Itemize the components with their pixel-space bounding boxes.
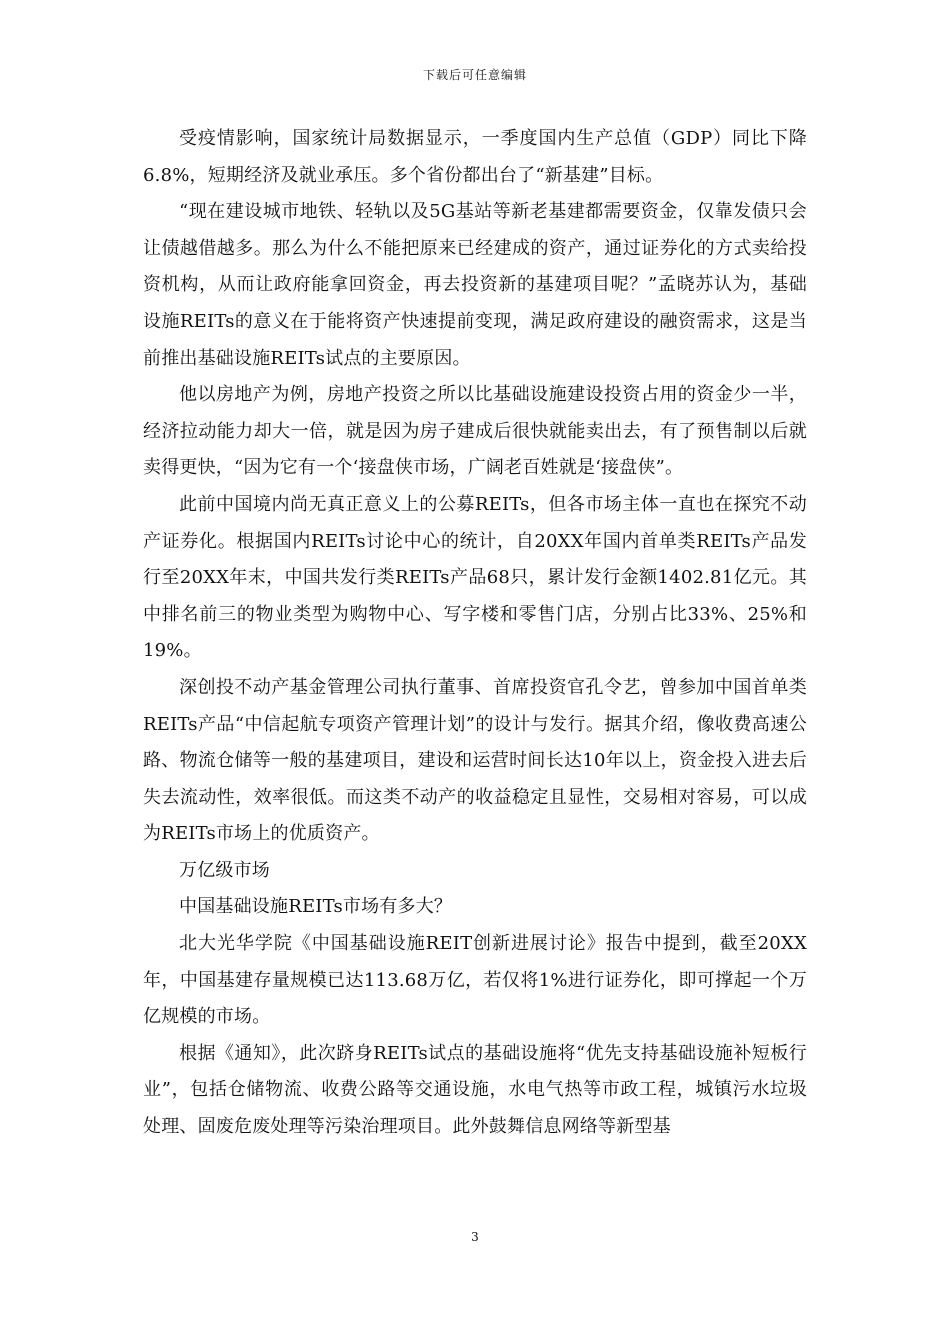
paragraph-gdp: 受疫情影响，国家统计局数据显示，一季度国内生产总值（GDP）同比下降6.8%，短期经济及就业承压。多个省份都出台了“新基建”目标。 (143, 128, 807, 186)
paragraph-reits-history: 此前中国境内尚无真正意义上的公募REITs，但各市场主体一直也在探究不动产证券化。根据国内REITs讨论中心的统计，自20XX年国内首单类REITs产品发行至20XX年末，中国共发行类REITs产品68只，累计发行金额1402.81亿元。其中排名前三的物业类型为购物中心、写字楼和零售门店，分别占比33%、25%和19%。 (143, 493, 807, 662)
document-body (143, 121, 807, 1146)
paragraph-kong-lingyi: 深创投不动产基金管理公司执行董事、首席投资官孔令艺，曾参加中国首单类REITs产品“中信起航专项资产管理计划”的设计与发行。据其介绍，像收费高速公路、物流仓储等一般的基建项目，建设和运营时间长达10年以上，资金投入进去后失去流动性，效率很低。而这类不动产的收益稳定且显性，交易相对容易，可以成为REITs市场上的优质资产。 (143, 676, 807, 845)
page-header: 下载后可任意编辑 (422, 68, 527, 82)
paragraph-real-estate: 他以房地产为例，房地产投资之所以比基础设施建设投资占用的资金少一半，经济拉动能力却大一倍，就是因为房子建成后很快就能卖出去，有了预售制以后就卖得更快，“因为它有一个‘接盘侠市场，广阔老百姓就是‘接盘侠”。 (143, 384, 807, 479)
page-number: 3 (471, 1230, 479, 1244)
section-question: 中国基础设施REITs市场有多大？ (179, 896, 453, 918)
section-heading: 万亿级市场 (179, 859, 270, 881)
paragraph-quote-meng: “现在建设城市地铁、轻轨以及5G基站等新老基建都需要资金，仅靠发债只会让债越借越多。那么为什么不能把原来已经建成的资产，通过证券化的方式卖给投资机构，从而让政府能拿回资金，再去投资新的基建项目呢？”孟晓苏认为，基础设施REITs的意义在于能将资产快速提前变现，满足政府建设的融资需求，这是当前推出基础设施REITs试点的主要原因。 (143, 201, 807, 369)
paragraph-notice: 根据《通知》，此次跻身REITs试点的基础设施将“优先支持基础设施补短板行业”，包括仓储物流、收费公路等交通设施，水电气热等市政工程，城镇污水垃圾处理、固废危废处理等污染治理项目。此外鼓舞信息网络等新型基 (143, 1042, 807, 1138)
paragraph-market-size: 北大光华学院《中国基础设施REIT创新进展讨论》报告中提到，截至20XX年，中国基建存量规模已达113.68万亿，若仅将1%进行证券化，即可撑起一个万亿规模的市场。 (143, 933, 807, 1028)
